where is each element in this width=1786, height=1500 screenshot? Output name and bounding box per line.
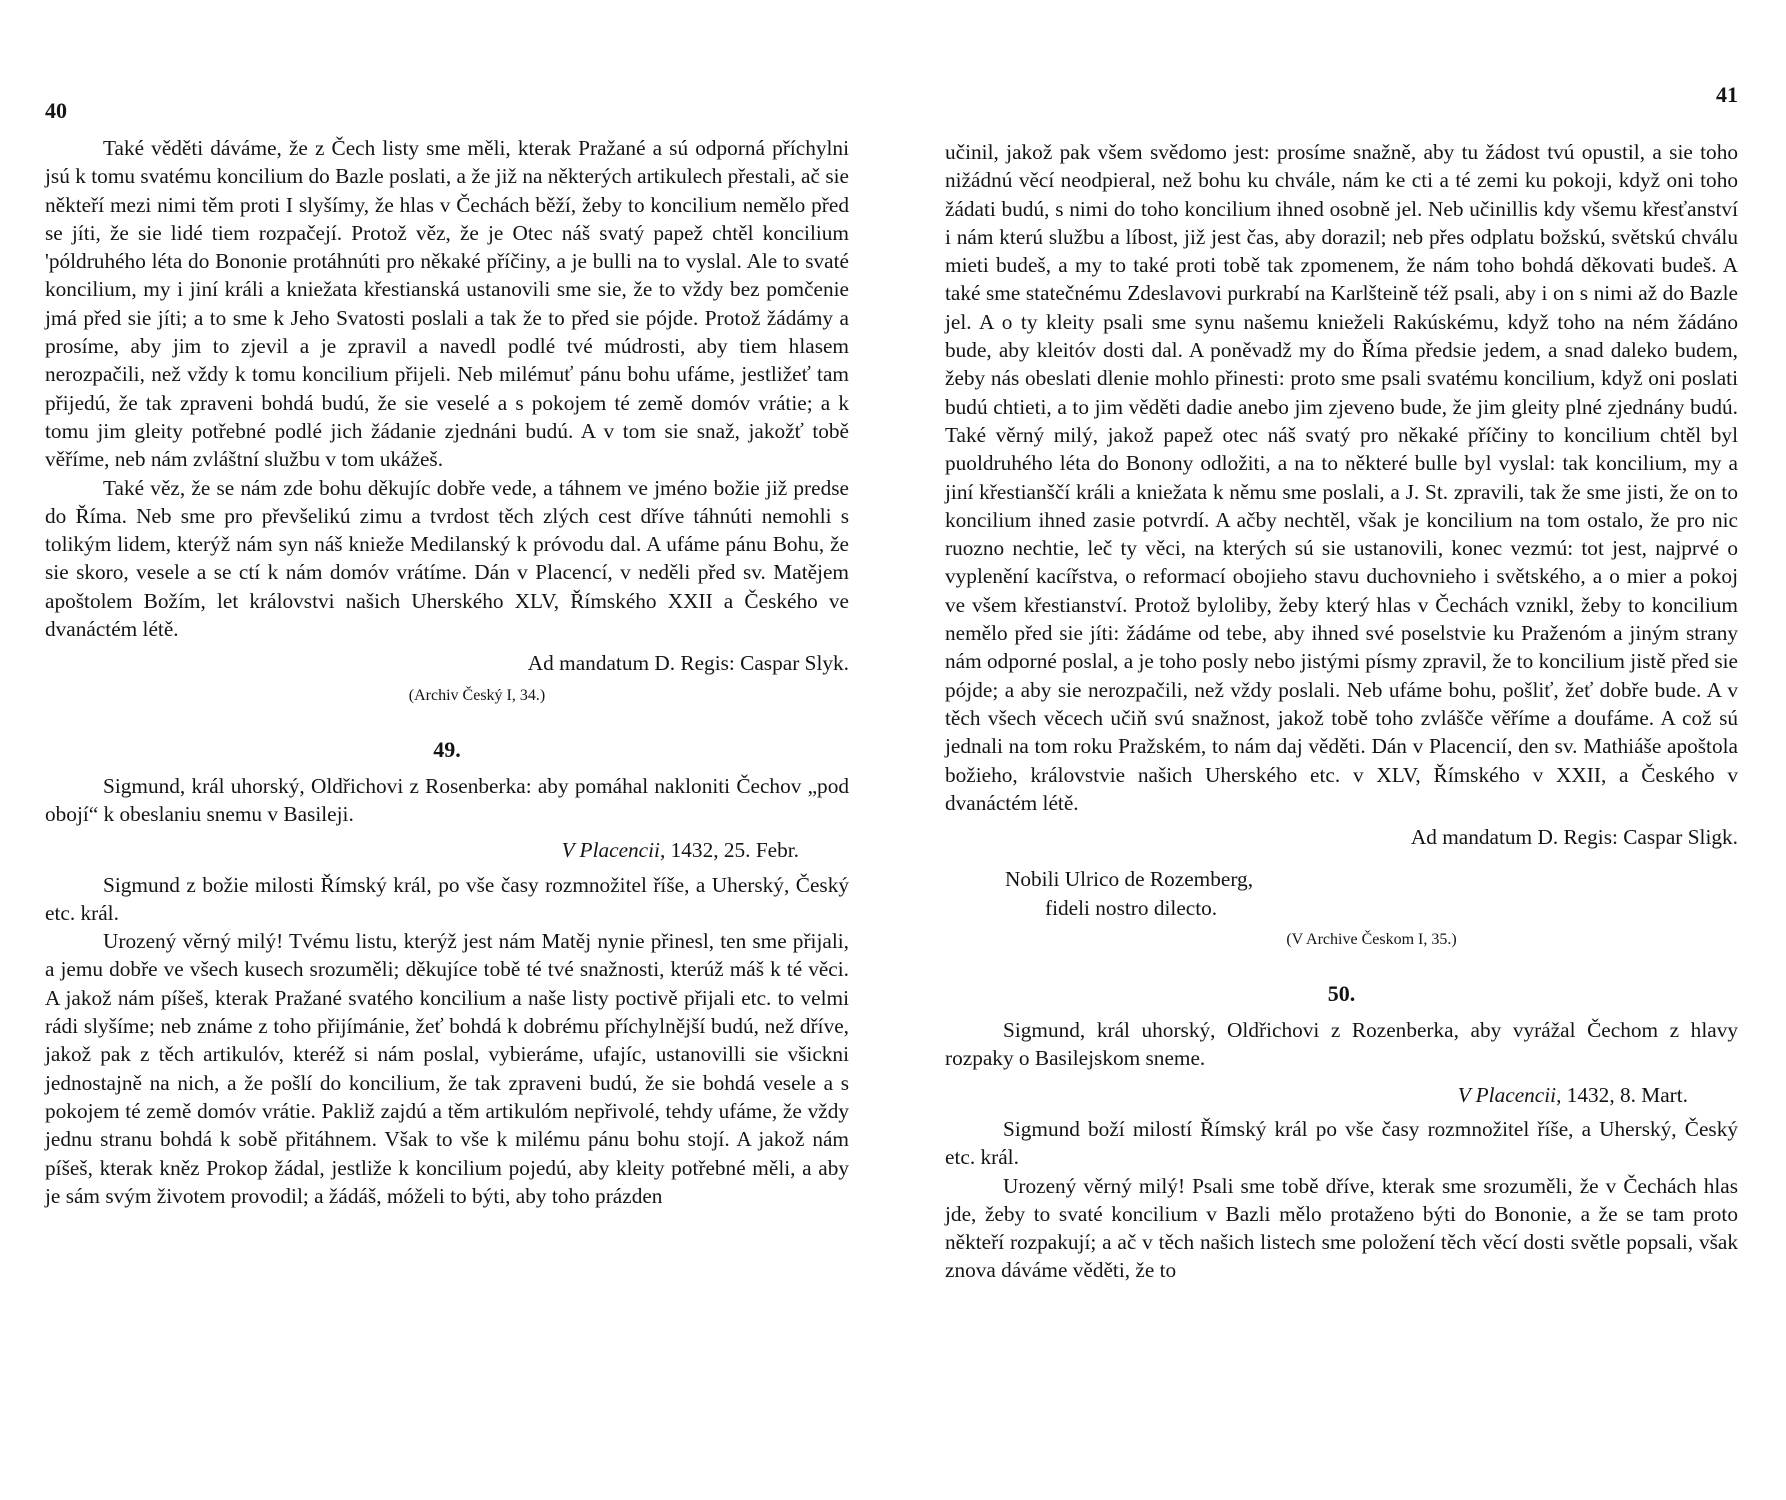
address-line: fideli nostro dilecto. — [1045, 895, 1218, 920]
date-line — [45, 836, 799, 864]
body-paragraph: učinil, jakož pak všem svědomo jest: prosíme snažně, aby tu žádost tvú opustil, a sie toho nižádnú věcí neodpieral, než bohu ku chvále, nám ke cti a té zemi ku pokoji, když oni toho žádati budú, s nimi do toho koncilium ihned osobně jel. Neb učinillis kdy všemu křesťanství i nám kterú službu a líbost, již jest čas, aby dorazil; neb přes odplatu božskú, světskú chválu mieti budeš, a my to také proti tobě tak zpomenem, že nám toho bohdá děkovati budeš. A také sme statečnému Zdeslavovi purkrabí na Karlšteině též psali, aby i on s nimi až do Bazle jel. A o ty kleity psali sme synu našemu knieželi Rakúskému, když toho na ném žádáno bude, aby kleitóv dosti dal. A poněvadž my do Říma předsie jedem, a snad daleko budem, žeby nás obeslati dlenie mohlo přinesti: proto sme psali svatému koncilium, když oni poslati budú chtieti, a to jim věděti dadie anebo jim zjeveno bude, že jim gleity plné zjednány budú. Také věrný milý, jakož papež otec náš svatý pro někaké příčiny to koncilium chtěl byl puoldruhého léta do Bonony odložiti, a na to některé bulle byl vyslal: tak koncilium, my a jiní křestianščí králi a kniežata k němu sme poslali, a J. St. zpravili, tak že sme jisti, že on to koncilium ihned zasie potvrdí. A ačby nechtěl, však je koncilium na tom ostalo, že pro nic ruozno nechtie, leč ty věci, na kterých sú sie ustanovili, konec vezmú: tot jest, najprvé o vyplenění kacířstva, o reformací obojieho stavu duchovnieho i světského, a o mier a pokoj ve všem křestianství. Protož byloliby, žeby který hlas v Čechách vznikl, žeby to koncilium nemělo před sie jíti: žádáme od tebe, aby ihned své poselstvie ku Praženóm a jiným strany nám odporné poslal, a je toho posly nebo jistými písmy zpravil, že to koncilium jistě před sie pójde; a aby sie nerozpačili, než vždy poslali. Neb ufáme bohu, pošliť, žeť dobře bude. A v těch všech věcech učiň svú snažnost, jakož tobě toho zvlášče věříme a doufáme. A což sú jednali na tom roku Pražském, to nám daj věděti. Dán v Placencií, den sv. Mathiáše apoštola božieho, královstvie našich Uherského etc. v XLV, Římského v XXII, a Českého v dvanáctém létě. — [945, 140, 1738, 815]
document-summary: Sigmund, král uhorský, Oldřichovi z Rozenberka, aby vyrážal Čechom z hlavy rozpaky o Basilejskom sneme. — [945, 1018, 1738, 1071]
page-number: 40 — [45, 98, 67, 123]
source-citation: (V Archive Českom I, 35.) — [1286, 931, 1457, 949]
date-line — [945, 1081, 1688, 1109]
body-paragraph: Urozený věrný milý! Psali sme tobě dříve, kterak sme srozuměli, že v Čechách hlas jde, žeby to svaté koncilium v Bazli mělo protaženo býti do Bononie, a že se tam proto někteří rozpakují; a ač v těch našich listech sme položení těch věcí dosti světle popsali, však znova dáváme věděti, že to — [945, 1173, 1738, 1283]
body-paragraph: Sigmund boží milostí Římský král po vše časy rozmnožitel říše, a Uherský, Český etc. král. — [945, 1116, 1738, 1170]
document-number: 49. — [433, 736, 461, 762]
date-place: V Placencii, — [1457, 1082, 1562, 1107]
address-line: Nobili Ulrico de Rozemberg, — [1005, 867, 1254, 892]
source-citation: (Archiv Český I, 34.) — [408, 686, 546, 704]
body-paragraph: Také věděti dáváme, že z Čech listy sme měli, kterak Pražané a sú odporná příchylni jsú k tomu svatému koncilium do Bazle poslati, a že již na některých artikulech přestali, ač sie někteří mezi nimi těm proti I slyšímy, že hlas v Čechách běží, žeby to koncilium nemělo před se jíti, že sie lidé tiem rozpačejí. Protož věz, že je Otec náš svatý papež chtěl koncilium 'póldruhého léta do Bononie protáhnúti pro někaké příčiny, a je bulli na to vyslal. Ale to svaté koncilium, my i jiní králi a kniežata křestianská ustanovili sme sie, že to vždy bez pomčenie jmá před sie jíti; a to sme k Jeho Svatosti poslali a tak že to před sie pójde. Protož žádámy a prosíme, aby jim to zjevil a je zpravil a navedl podlé tvé múdrosti, aby tiem hlasem nerozpačili, než vždy k tomu koncilium přijeli. Neb milémuť pánu bohu ufáme, jestližeť tam přijedú, že tak zpraveni bohdá budú, že sie veselé a s pokojem té země domóv vrátie; a k tomu jim gleity potřebné podlé jich žádanie zjednáni budú. A v tom sie snaž, jakožť tobě věříme, neb nám zvláštní službu v tom ukážeš. — [45, 136, 849, 472]
signature-line: Ad mandatum D. Regis: Caspar Slyk. — [527, 651, 849, 676]
right-page — [893, 0, 1786, 1500]
date-value: 1432, 25. Febr. — [670, 838, 799, 863]
document-summary: Sigmund, král uhorský, Oldřichovi z Rosenberka: aby pomáhal nakloniti Čechov „pod obojí“ k obeslaniu snemu v Basileji. — [45, 773, 849, 826]
signature-line: Ad mandatum D. Regis: Caspar Sligk. — [1410, 825, 1738, 850]
body-paragraph: Také věz, že se nám zde bohu děkujíc dobře vede, a táhnem ve jméno božie již predse do Říma. Neb sme pro převšelikú zimu a tvrdost těch zlých cest dříve táhnúti nemohli s tolikým lidem, kterýž nám syn náš knieže Medilanský k próvodu dal. A ufáme pánu Bohu, že sie skoro, vesele a se ctí k nám domóv vrátíme. Dán v Placencí, v neděli před sv. Matějem apoštolem Božím, let královstvi našich Uherského XLV, Římského XXII a Českého ve dvanáctém létě. — [45, 475, 849, 642]
body-paragraph: Urozený věrný milý! Tvému listu, kterýž jest nám Matěj nynie přinesl, ten sme přijali, a jemu dobře ve všech kusech srozuměli; děkujíce tobě té tvé snažnosti, kterúž máš k té věci. A jakož nám píšeš, kterak Pražané svatého koncilium a naše listy poctivě přijali etc. to velmi rádi slyšíme; neb známe z toho přijímánie, žeť bohdá k dobrému příchylnější budú, než dříve, jakož pak z těch artikulóv, kteréž si nám poslal, vybieráme, ufajíc, ustanovilli sie všickni jednostajně na nich, a že pošlí do koncilium, že tak zpraveni budú, že sie bohdá vesele a s pokojem té země domóv vrátie. Pakliž zajdú a těm artikulóm nepřivolé, tehdy ufáme, že vždy jednu stranu bohdá k sobě přitáhnem. Však to vše k milému pánu bohu stojí. A jakož nám píšeš, kterak kněz Prokop žádal, jestliže k koncilium pojedú, aby kleity potřebné měli, a aby je sám svým životem provodil; a žádáš, móželi to býti, aby toho prázden — [45, 929, 849, 1208]
date-place: V Placencii, — [561, 838, 666, 863]
date-value: 1432, 8. Mart. — [1566, 1082, 1688, 1107]
address-block — [1005, 865, 1738, 922]
body-paragraph: Sigmund z božie milosti Římský král, po vše časy rozmnožitel říše, a Uherský, Český etc. král. — [45, 872, 849, 925]
document-number: 50. — [1327, 981, 1356, 1007]
page-number: 41 — [1716, 82, 1738, 107]
